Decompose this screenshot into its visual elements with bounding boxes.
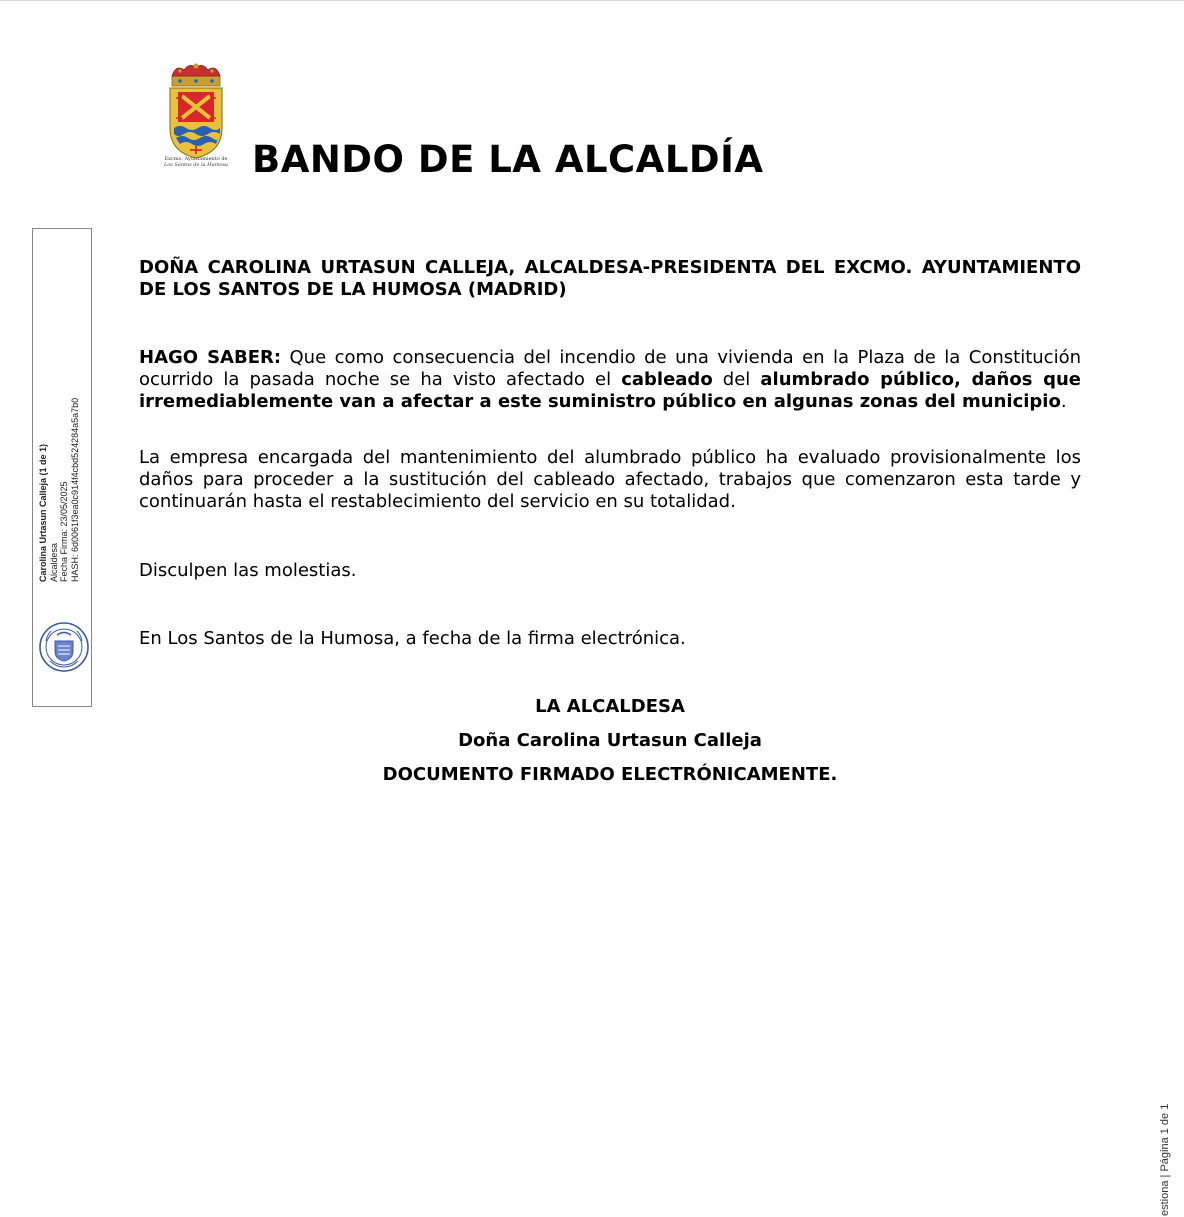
announcement-paragraph bbox=[139, 347, 1081, 413]
signature-stamp-text bbox=[38, 360, 88, 582]
p1-text-2: del bbox=[712, 369, 761, 390]
logo-caption bbox=[160, 156, 232, 168]
maintenance-paragraph: La empresa encargada del mantenimiento del alumbrado público ha evaluado provisionalmente los daños para proceder a la sustitución del cableado afectado, trabajos que comenzaron esta tarde y continuarán hasta el restablecimiento del servicio en su totalidad. bbox=[139, 447, 1081, 512]
p1-text-3: . bbox=[1060, 391, 1067, 412]
signature-name-line: Doña Carolina Urtasun Calleja bbox=[458, 730, 762, 751]
p1-bold-cableado: cableado bbox=[621, 369, 713, 390]
logo-caption-line2: Los Santos de la Humosa bbox=[163, 162, 229, 168]
hago-saber-lead: HAGO SABER: bbox=[139, 347, 282, 368]
p1-bold-alumbrado: alumbrado público, daños que irremediablemente van a afectar a este suministro público en algunas zonas del municipio bbox=[139, 369, 1081, 412]
addressee-heading: DOÑA CAROLINA URTASUN CALLEJA, ALCALDESA-PRESIDENTA DEL EXCMO. AYUNTAMIENTO DE LOS SANTOS DE LA HUMOSA (MADRID) bbox=[139, 257, 1081, 300]
signature-role: Alcaldesa bbox=[48, 542, 59, 582]
signature-signer: Carolina Urtasun Calleja (1 de 1) bbox=[38, 443, 48, 582]
top-rule bbox=[0, 0, 1184, 1]
signature-role-line: LA ALCALDESA bbox=[535, 696, 685, 717]
signature-note-line: DOCUMENTO FIRMADO ELECTRÓNICAMENTE. bbox=[382, 764, 838, 785]
signature-date: Fecha Firma: 23/05/2025 bbox=[59, 481, 69, 582]
signature-hash: HASH: 6d0061f3ea0c914f4cbd524284a5a7b0 bbox=[69, 397, 80, 582]
page-footer: estiona | Página 1 de 1 bbox=[1159, 1103, 1171, 1216]
apology-paragraph: Disculpen las molestias. bbox=[139, 560, 357, 581]
logo-caption-line1: Excmo. Ayuntamiento de bbox=[164, 156, 228, 162]
place-date-paragraph: En Los Santos de la Humosa, a fecha de la firma electrónica. bbox=[139, 628, 686, 649]
document-title: BANDO DE LA ALCALDÍA bbox=[252, 138, 764, 181]
p1-text-1: Que como consecuencia del incendio de una vivienda en la Plaza de la Constitución ocurrido la pasada noche se ha visto afectado el bbox=[139, 347, 1081, 390]
municipal-seal-icon bbox=[38, 621, 90, 673]
signature-block bbox=[139, 696, 1081, 798]
